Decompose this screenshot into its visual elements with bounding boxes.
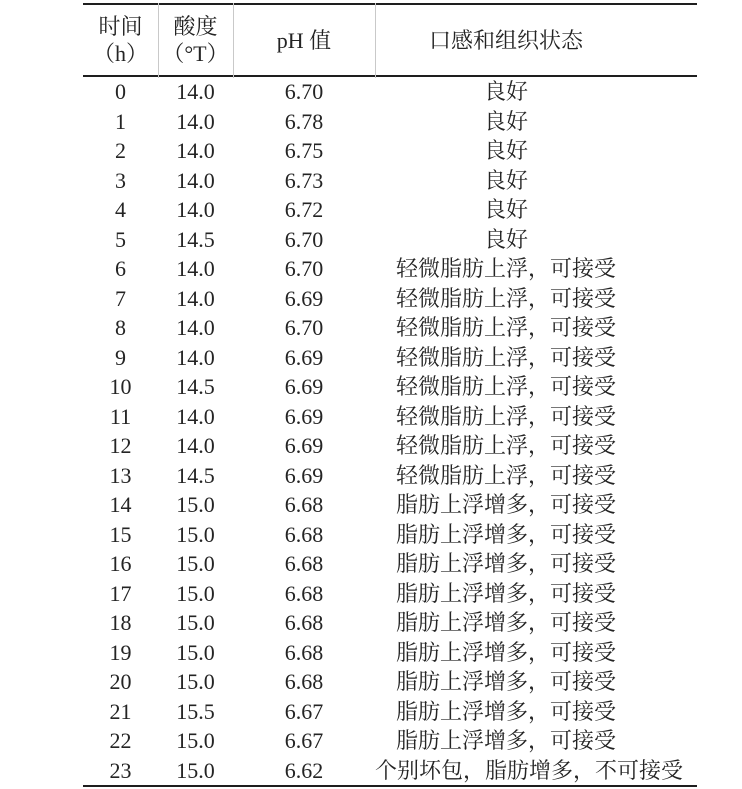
cell-time: 14 <box>109 492 132 517</box>
cell-acidity: 15.5 <box>176 698 215 724</box>
cell-ph: 6.68 <box>284 669 324 694</box>
table-row <box>83 579 697 609</box>
table-row <box>83 608 697 638</box>
cell-time: 7 <box>115 285 126 311</box>
cell-ph: 6.70 <box>284 79 324 104</box>
cell-acidity: 15.0 <box>176 639 215 665</box>
cell-time: 0 <box>115 79 126 104</box>
cell-time: 10 <box>109 374 132 399</box>
cell-acidity: 15.0 <box>176 757 215 783</box>
cell-time: 15 <box>109 521 132 547</box>
cell-status: 良好 <box>483 226 528 252</box>
cell-ph: 6.67 <box>284 698 324 724</box>
cell-status: 脂肪上浮增多，可接受 <box>395 698 616 724</box>
cell-acidity: 14.0 <box>176 315 215 340</box>
cell-ph: 6.75 <box>284 138 324 163</box>
cell-acidity: 15.0 <box>176 669 215 694</box>
cell-time: 4 <box>115 197 126 222</box>
cell-acidity: 14.0 <box>176 138 215 163</box>
cell-acidity: 14.0 <box>176 285 215 311</box>
data-table <box>83 3 697 787</box>
table-row <box>83 490 697 520</box>
cell-acidity: 14.0 <box>176 108 215 134</box>
cell-time: 17 <box>109 580 132 606</box>
table-row <box>83 431 697 461</box>
cell-status: 脂肪上浮增多，可接受 <box>395 728 616 753</box>
cell-status: 轻微脂肪上浮，可接受 <box>395 344 616 370</box>
cell-time: 16 <box>109 551 132 576</box>
cell-ph: 6.69 <box>284 433 324 458</box>
table-row <box>83 372 697 402</box>
header-time <box>83 4 158 76</box>
header-column-separator <box>375 3 376 78</box>
table-row <box>83 107 697 137</box>
table-row <box>83 726 697 756</box>
cell-status: 轻微脂肪上浮，可接受 <box>395 433 616 458</box>
cell-time: 3 <box>115 167 126 193</box>
table-row <box>83 549 697 579</box>
cell-time: 6 <box>115 256 126 281</box>
cell-time: 19 <box>109 639 132 665</box>
header-row <box>83 4 697 76</box>
cell-time: 11 <box>109 403 132 429</box>
cell-status: 脂肪上浮增多，可接受 <box>395 492 616 517</box>
table-row <box>83 697 697 727</box>
cell-ph: 6.68 <box>284 521 324 547</box>
table-row <box>83 756 697 787</box>
cell-status: 良好 <box>483 138 528 163</box>
cell-status: 轻微脂肪上浮，可接受 <box>395 462 616 488</box>
cell-time: 20 <box>109 669 132 694</box>
cell-ph: 6.73 <box>284 167 324 193</box>
cell-acidity: 15.0 <box>176 728 215 753</box>
cell-ph: 6.62 <box>284 757 324 783</box>
cell-acidity: 14.0 <box>176 167 215 193</box>
cell-time: 21 <box>109 698 132 724</box>
cell-acidity: 15.0 <box>176 610 215 635</box>
table-row <box>83 520 697 550</box>
cell-acidity: 15.0 <box>176 580 215 606</box>
cell-time: 8 <box>115 315 126 340</box>
cell-acidity: 15.0 <box>176 492 215 517</box>
table-row <box>83 166 697 196</box>
cell-time: 9 <box>115 344 126 370</box>
table-row <box>83 402 697 432</box>
table-body <box>83 76 697 786</box>
cell-time: 13 <box>109 462 132 488</box>
cell-ph: 6.69 <box>284 462 324 488</box>
cell-status: 个别坏包，脂肪增多，不可接受 <box>375 757 684 783</box>
cell-time: 1 <box>115 108 126 134</box>
table-row <box>83 136 697 166</box>
cell-status: 脂肪上浮增多，可接受 <box>395 551 616 576</box>
cell-ph: 6.68 <box>284 551 324 576</box>
table-row <box>83 254 697 284</box>
cell-ph: 6.70 <box>284 256 324 281</box>
table-row <box>83 343 697 373</box>
results-table <box>83 3 697 787</box>
cell-status: 良好 <box>483 79 528 104</box>
cell-acidity: 14.0 <box>176 79 215 104</box>
header-column-separator <box>233 3 234 78</box>
header-acidity <box>158 4 233 76</box>
cell-time: 2 <box>115 138 126 163</box>
cell-acidity: 14.0 <box>176 344 215 370</box>
cell-status: 轻微脂肪上浮，可接受 <box>395 315 616 340</box>
table-row <box>83 195 697 225</box>
cell-status: 脂肪上浮增多，可接受 <box>395 610 616 635</box>
cell-status: 脂肪上浮增多，可接受 <box>395 521 616 547</box>
cell-ph: 6.69 <box>284 285 324 311</box>
header-status <box>375 4 697 76</box>
header-ph-label: pH 值 <box>276 27 332 53</box>
cell-ph: 6.72 <box>284 197 324 222</box>
header-acidity-line1: 酸度 <box>173 14 218 39</box>
table-row <box>83 76 697 107</box>
header-column-separator <box>158 3 159 78</box>
cell-ph: 6.69 <box>284 403 324 429</box>
cell-time: 12 <box>109 433 132 458</box>
cell-acidity: 14.0 <box>176 256 215 281</box>
cell-status: 脂肪上浮增多，可接受 <box>395 669 616 694</box>
cell-acidity: 14.5 <box>176 462 215 488</box>
cell-status: 脂肪上浮增多，可接受 <box>395 580 616 606</box>
header-acidity-line2: （°T） <box>162 41 229 66</box>
header-time-line1: 时间 <box>98 14 143 39</box>
cell-ph: 6.67 <box>284 728 324 753</box>
cell-status: 轻微脂肪上浮，可接受 <box>395 374 616 399</box>
table-row <box>83 225 697 255</box>
cell-status: 轻微脂肪上浮，可接受 <box>395 403 616 429</box>
cell-acidity: 14.0 <box>176 403 215 429</box>
cell-ph: 6.78 <box>284 108 324 134</box>
table-row <box>83 313 697 343</box>
cell-acidity: 15.0 <box>176 551 215 576</box>
cell-time: 5 <box>115 226 126 252</box>
cell-ph: 6.69 <box>284 344 324 370</box>
cell-acidity: 14.0 <box>176 433 215 458</box>
cell-status: 良好 <box>483 197 528 222</box>
cell-ph: 6.69 <box>284 374 324 399</box>
cell-status: 良好 <box>483 108 528 134</box>
table-row <box>83 461 697 491</box>
cell-acidity: 14.5 <box>176 226 215 252</box>
cell-ph: 6.68 <box>284 610 324 635</box>
cell-ph: 6.68 <box>284 580 324 606</box>
cell-acidity: 14.5 <box>176 374 215 399</box>
cell-status: 轻微脂肪上浮，可接受 <box>395 285 616 311</box>
table-row <box>83 284 697 314</box>
header-ph <box>233 4 375 76</box>
table-header <box>83 4 697 76</box>
cell-time: 23 <box>109 757 132 783</box>
cell-time: 18 <box>109 610 132 635</box>
header-time-line2: （h） <box>92 41 148 66</box>
cell-status: 良好 <box>483 167 528 193</box>
cell-ph: 6.68 <box>284 639 324 665</box>
cell-ph: 6.70 <box>284 226 324 252</box>
cell-time: 22 <box>109 728 132 753</box>
cell-acidity: 15.0 <box>176 521 215 547</box>
cell-acidity: 14.0 <box>176 197 215 222</box>
cell-ph: 6.68 <box>284 492 324 517</box>
cell-ph: 6.70 <box>284 315 324 340</box>
table-row <box>83 667 697 697</box>
cell-status: 轻微脂肪上浮，可接受 <box>395 256 616 281</box>
cell-status: 脂肪上浮增多，可接受 <box>395 639 616 665</box>
table-row <box>83 638 697 668</box>
header-status-label: 口感和组织状态 <box>428 27 583 53</box>
